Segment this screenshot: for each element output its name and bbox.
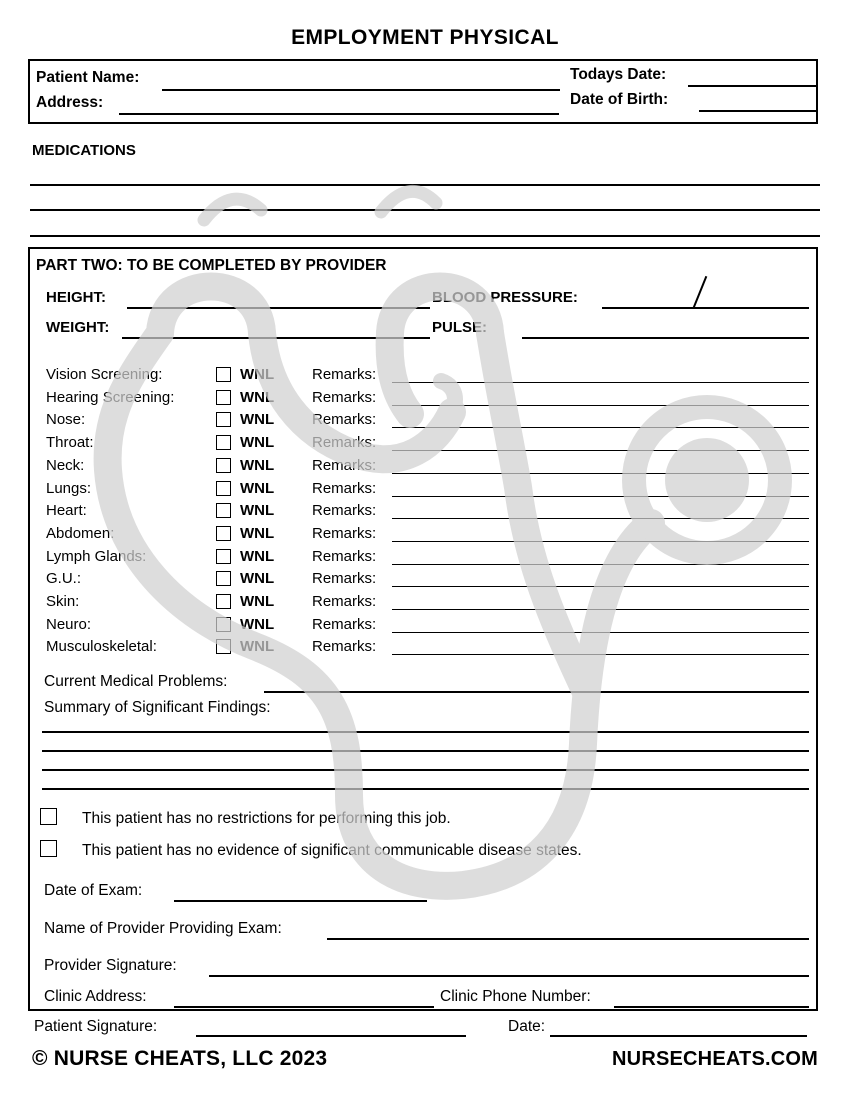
remarks-field-line[interactable] bbox=[392, 405, 809, 406]
provider-name-label: Name of Provider Providing Exam: bbox=[44, 920, 282, 937]
patient-signature-field-line[interactable] bbox=[196, 1035, 466, 1037]
exam-row bbox=[30, 591, 820, 613]
no-communicable-disease-statement: This patient has no evidence of significant communicable disease states. bbox=[82, 842, 582, 859]
exam-row bbox=[30, 409, 820, 431]
medications-blank-line[interactable] bbox=[30, 184, 820, 186]
todays-date-label: Todays Date: bbox=[570, 66, 667, 83]
remarks-label: Remarks: bbox=[312, 524, 377, 542]
page-title: EMPLOYMENT PHYSICAL bbox=[291, 26, 559, 49]
exam-row bbox=[30, 500, 820, 522]
exam-item-label: Throat: bbox=[46, 434, 94, 452]
provider-name-field-line[interactable] bbox=[327, 938, 809, 940]
exam-item-label: Hearing Screening: bbox=[46, 388, 175, 406]
wnl-label: WNL bbox=[240, 615, 275, 633]
wnl-label: WNL bbox=[240, 524, 275, 542]
remarks-label: Remarks: bbox=[312, 434, 377, 452]
exam-item-label: Lymph Glands: bbox=[46, 547, 147, 565]
remarks-field-line[interactable] bbox=[392, 496, 809, 497]
exam-item-label: Skin: bbox=[46, 593, 80, 610]
exam-item-label: Neck: bbox=[46, 456, 85, 474]
clinic-phone-label: Clinic Phone Number: bbox=[440, 988, 591, 1005]
bp-systolic-diastolic-slash bbox=[693, 276, 708, 308]
summary-blank-line[interactable] bbox=[42, 731, 809, 733]
remarks-field-line[interactable] bbox=[392, 564, 809, 565]
exam-item-label: Lungs: bbox=[46, 479, 92, 497]
patient-name-label: Patient Name: bbox=[36, 69, 140, 86]
remarks-label: Remarks: bbox=[312, 615, 377, 633]
summary-blank-line[interactable] bbox=[42, 788, 809, 790]
wnl-checkbox[interactable] bbox=[216, 571, 231, 586]
pulse-label: PULSE: bbox=[432, 319, 488, 336]
wnl-label: WNL bbox=[240, 388, 275, 406]
wnl-label: WNL bbox=[240, 411, 275, 429]
wnl-checkbox[interactable] bbox=[216, 458, 231, 473]
current-medical-problems-label: Current Medical Problems: bbox=[44, 673, 228, 690]
signature-date-field-line[interactable] bbox=[550, 1035, 807, 1037]
dob-field-line[interactable] bbox=[699, 110, 816, 112]
exam-item-label: Heart: bbox=[46, 502, 87, 520]
exam-row bbox=[30, 636, 820, 658]
remarks-label: Remarks: bbox=[312, 479, 377, 497]
exam-item-label: G.U.: bbox=[46, 570, 82, 588]
exam-row bbox=[30, 478, 820, 500]
remarks-label: Remarks: bbox=[312, 547, 377, 565]
date-of-exam-field-line[interactable] bbox=[174, 900, 427, 902]
wnl-checkbox[interactable] bbox=[216, 367, 231, 382]
remarks-field-line[interactable] bbox=[392, 427, 809, 428]
wnl-label: WNL bbox=[240, 366, 275, 383]
patient-name-field-line[interactable] bbox=[162, 89, 560, 91]
address-label: Address: bbox=[36, 94, 104, 111]
wnl-label: WNL bbox=[240, 434, 275, 452]
wnl-checkbox[interactable] bbox=[216, 617, 231, 632]
patient-info-box bbox=[28, 59, 818, 124]
dob-label: Date of Birth: bbox=[570, 91, 669, 108]
exam-row bbox=[30, 568, 820, 590]
provider-signature-field-line[interactable] bbox=[209, 975, 809, 977]
remarks-label: Remarks: bbox=[312, 456, 377, 474]
signature-date-label: Date: bbox=[508, 1018, 546, 1035]
exam-item-label: Nose: bbox=[46, 411, 86, 429]
clinic-phone-field-line[interactable] bbox=[614, 1006, 809, 1008]
exam-item-label: Musculoskeletal: bbox=[46, 638, 157, 656]
date-of-exam-label: Date of Exam: bbox=[44, 882, 143, 899]
exam-row bbox=[30, 432, 820, 454]
part-two-heading: PART TWO: TO BE COMPLETED BY PROVIDER bbox=[36, 257, 387, 274]
wnl-checkbox[interactable] bbox=[216, 549, 231, 564]
exam-row bbox=[30, 523, 820, 545]
wnl-checkbox[interactable] bbox=[216, 503, 231, 518]
exam-item-label: Abdomen: bbox=[46, 524, 115, 542]
remarks-field-line[interactable] bbox=[392, 586, 809, 587]
medications-heading: MEDICATIONS bbox=[32, 142, 136, 159]
wnl-label: WNL bbox=[240, 547, 275, 565]
exam-item-label: Vision Screening: bbox=[46, 366, 163, 383]
footer-website: NURSECHEATS.COM bbox=[612, 1048, 818, 1070]
remarks-field-line[interactable] bbox=[392, 450, 809, 451]
exam-row bbox=[30, 364, 820, 386]
weight-label: WEIGHT: bbox=[46, 319, 110, 336]
wnl-label: WNL bbox=[240, 593, 275, 610]
clinic-address-label: Clinic Address: bbox=[44, 988, 147, 1005]
remarks-field-line[interactable] bbox=[392, 654, 809, 655]
wnl-checkbox[interactable] bbox=[216, 481, 231, 496]
exam-row bbox=[30, 387, 820, 409]
no-communicable-disease-checkbox[interactable] bbox=[40, 840, 57, 857]
pulse-field-line[interactable] bbox=[522, 337, 809, 339]
height-field-line[interactable] bbox=[127, 307, 430, 309]
summary-blank-line[interactable] bbox=[42, 750, 809, 752]
todays-date-field-line[interactable] bbox=[688, 85, 816, 87]
remarks-field-line[interactable] bbox=[392, 382, 809, 383]
remarks-label: Remarks: bbox=[312, 638, 377, 656]
provider-signature-label: Provider Signature: bbox=[44, 957, 177, 974]
remarks-field-line[interactable] bbox=[392, 473, 809, 474]
remarks-label: Remarks: bbox=[312, 366, 377, 383]
exam-item-label: Neuro: bbox=[46, 615, 92, 633]
exam-row bbox=[30, 614, 820, 636]
address-field-line[interactable] bbox=[119, 113, 559, 115]
remarks-field-line[interactable] bbox=[392, 518, 809, 519]
wnl-checkbox[interactable] bbox=[216, 639, 231, 654]
footer-copyright: © NURSE CHEATS, LLC 2023 bbox=[32, 1047, 328, 1070]
blood-pressure-field-line[interactable] bbox=[602, 307, 809, 309]
remarks-label: Remarks: bbox=[312, 502, 377, 520]
wnl-label: WNL bbox=[240, 570, 275, 588]
remarks-label: Remarks: bbox=[312, 411, 377, 429]
remarks-field-line[interactable] bbox=[392, 632, 809, 633]
remarks-field-line[interactable] bbox=[392, 541, 809, 542]
no-restrictions-statement: This patient has no restrictions for performing this job. bbox=[82, 810, 451, 827]
wnl-checkbox[interactable] bbox=[216, 526, 231, 541]
blood-pressure-label: BLOOD PRESSURE: bbox=[432, 289, 578, 306]
wnl-checkbox[interactable] bbox=[216, 594, 231, 609]
summary-blank-line[interactable] bbox=[42, 769, 809, 771]
exam-row bbox=[30, 546, 820, 568]
height-label: HEIGHT: bbox=[46, 289, 106, 306]
no-restrictions-checkbox[interactable] bbox=[40, 808, 57, 825]
remarks-field-line[interactable] bbox=[392, 609, 809, 610]
remarks-label: Remarks: bbox=[312, 388, 377, 406]
wnl-checkbox[interactable] bbox=[216, 412, 231, 427]
weight-field-line[interactable] bbox=[122, 337, 430, 339]
wnl-label: WNL bbox=[240, 502, 275, 520]
medications-blank-line[interactable] bbox=[30, 209, 820, 211]
remarks-label: Remarks: bbox=[312, 570, 377, 588]
medications-blank-line[interactable] bbox=[30, 235, 820, 237]
wnl-checkbox[interactable] bbox=[216, 435, 231, 450]
wnl-checkbox[interactable] bbox=[216, 390, 231, 405]
current-medical-problems-field-line[interactable] bbox=[264, 691, 809, 693]
wnl-label: WNL bbox=[240, 456, 275, 474]
summary-findings-label: Summary of Significant Findings: bbox=[44, 699, 271, 716]
exam-row bbox=[30, 455, 820, 477]
clinic-address-field-line[interactable] bbox=[174, 1006, 434, 1008]
patient-signature-label: Patient Signature: bbox=[34, 1018, 158, 1035]
part-two-box bbox=[28, 247, 818, 1011]
remarks-label: Remarks: bbox=[312, 593, 377, 610]
wnl-label: WNL bbox=[240, 638, 275, 656]
wnl-label: WNL bbox=[240, 479, 275, 497]
